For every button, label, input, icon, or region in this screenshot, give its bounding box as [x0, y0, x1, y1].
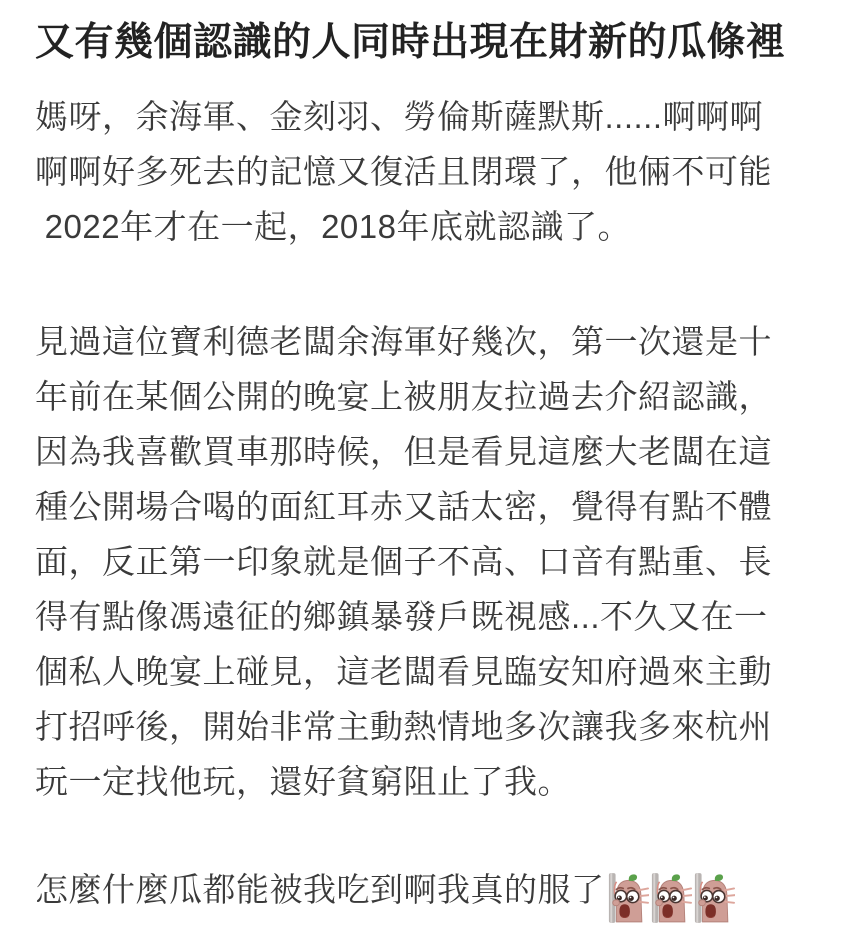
post-paragraph	[35, 314, 815, 809]
text-line: 見過這位寶利德老闆余海軍好幾次，第一次還是十	[35, 323, 772, 360]
post-paragraph	[35, 89, 815, 254]
text-line: 個私人晚宴上碰見，這老闆看見臨安知府過來主動	[35, 653, 772, 690]
emoji-row	[607, 873, 735, 923]
text-line: 啊啊好多死去的記憶又復活且閉環了，他倆不可能	[35, 153, 772, 190]
text-line: 怎麼什麼瓜都能被我吃到啊我真的服了	[35, 871, 605, 908]
text-line: 得有點像馮遠征的鄉鎮暴發戶既視感...不久又在一	[35, 598, 768, 635]
text-line: 面，反正第一印象就是個子不高、口音有點重、長	[35, 543, 772, 580]
text-line: 種公開場合喝的面紅耳赤又話太密，覺得有點不體	[35, 488, 772, 525]
text-line: 媽呀，余海軍、金刻羽、勞倫斯薩默斯......啊啊啊	[35, 98, 764, 135]
post-title: 又有幾個認識的人同時出現在財新的瓜條裡	[35, 21, 786, 64]
text-line: 玩一定找他玩，還好貧窮阻止了我。	[35, 763, 571, 800]
shocked-peach-holding-pole-emoji	[650, 873, 692, 923]
shocked-peach-holding-pole-emoji	[607, 873, 649, 923]
text-line-with-emoji	[35, 862, 815, 917]
text-line: 因為我喜歡買車那時候，但是看見這麼大老闆在這	[35, 433, 772, 470]
shocked-peach-holding-pole-emoji	[693, 873, 735, 923]
post-paragraph	[35, 862, 815, 917]
text-line: 2022年才在一起，2018年底就認識了。	[35, 208, 631, 245]
text-line: 年前在某個公開的晚宴上被朋友拉過去介紹認識，	[35, 378, 772, 415]
text-line: 打招呼後，開始非常主動熱情地多次讓我多來杭州	[35, 708, 772, 745]
